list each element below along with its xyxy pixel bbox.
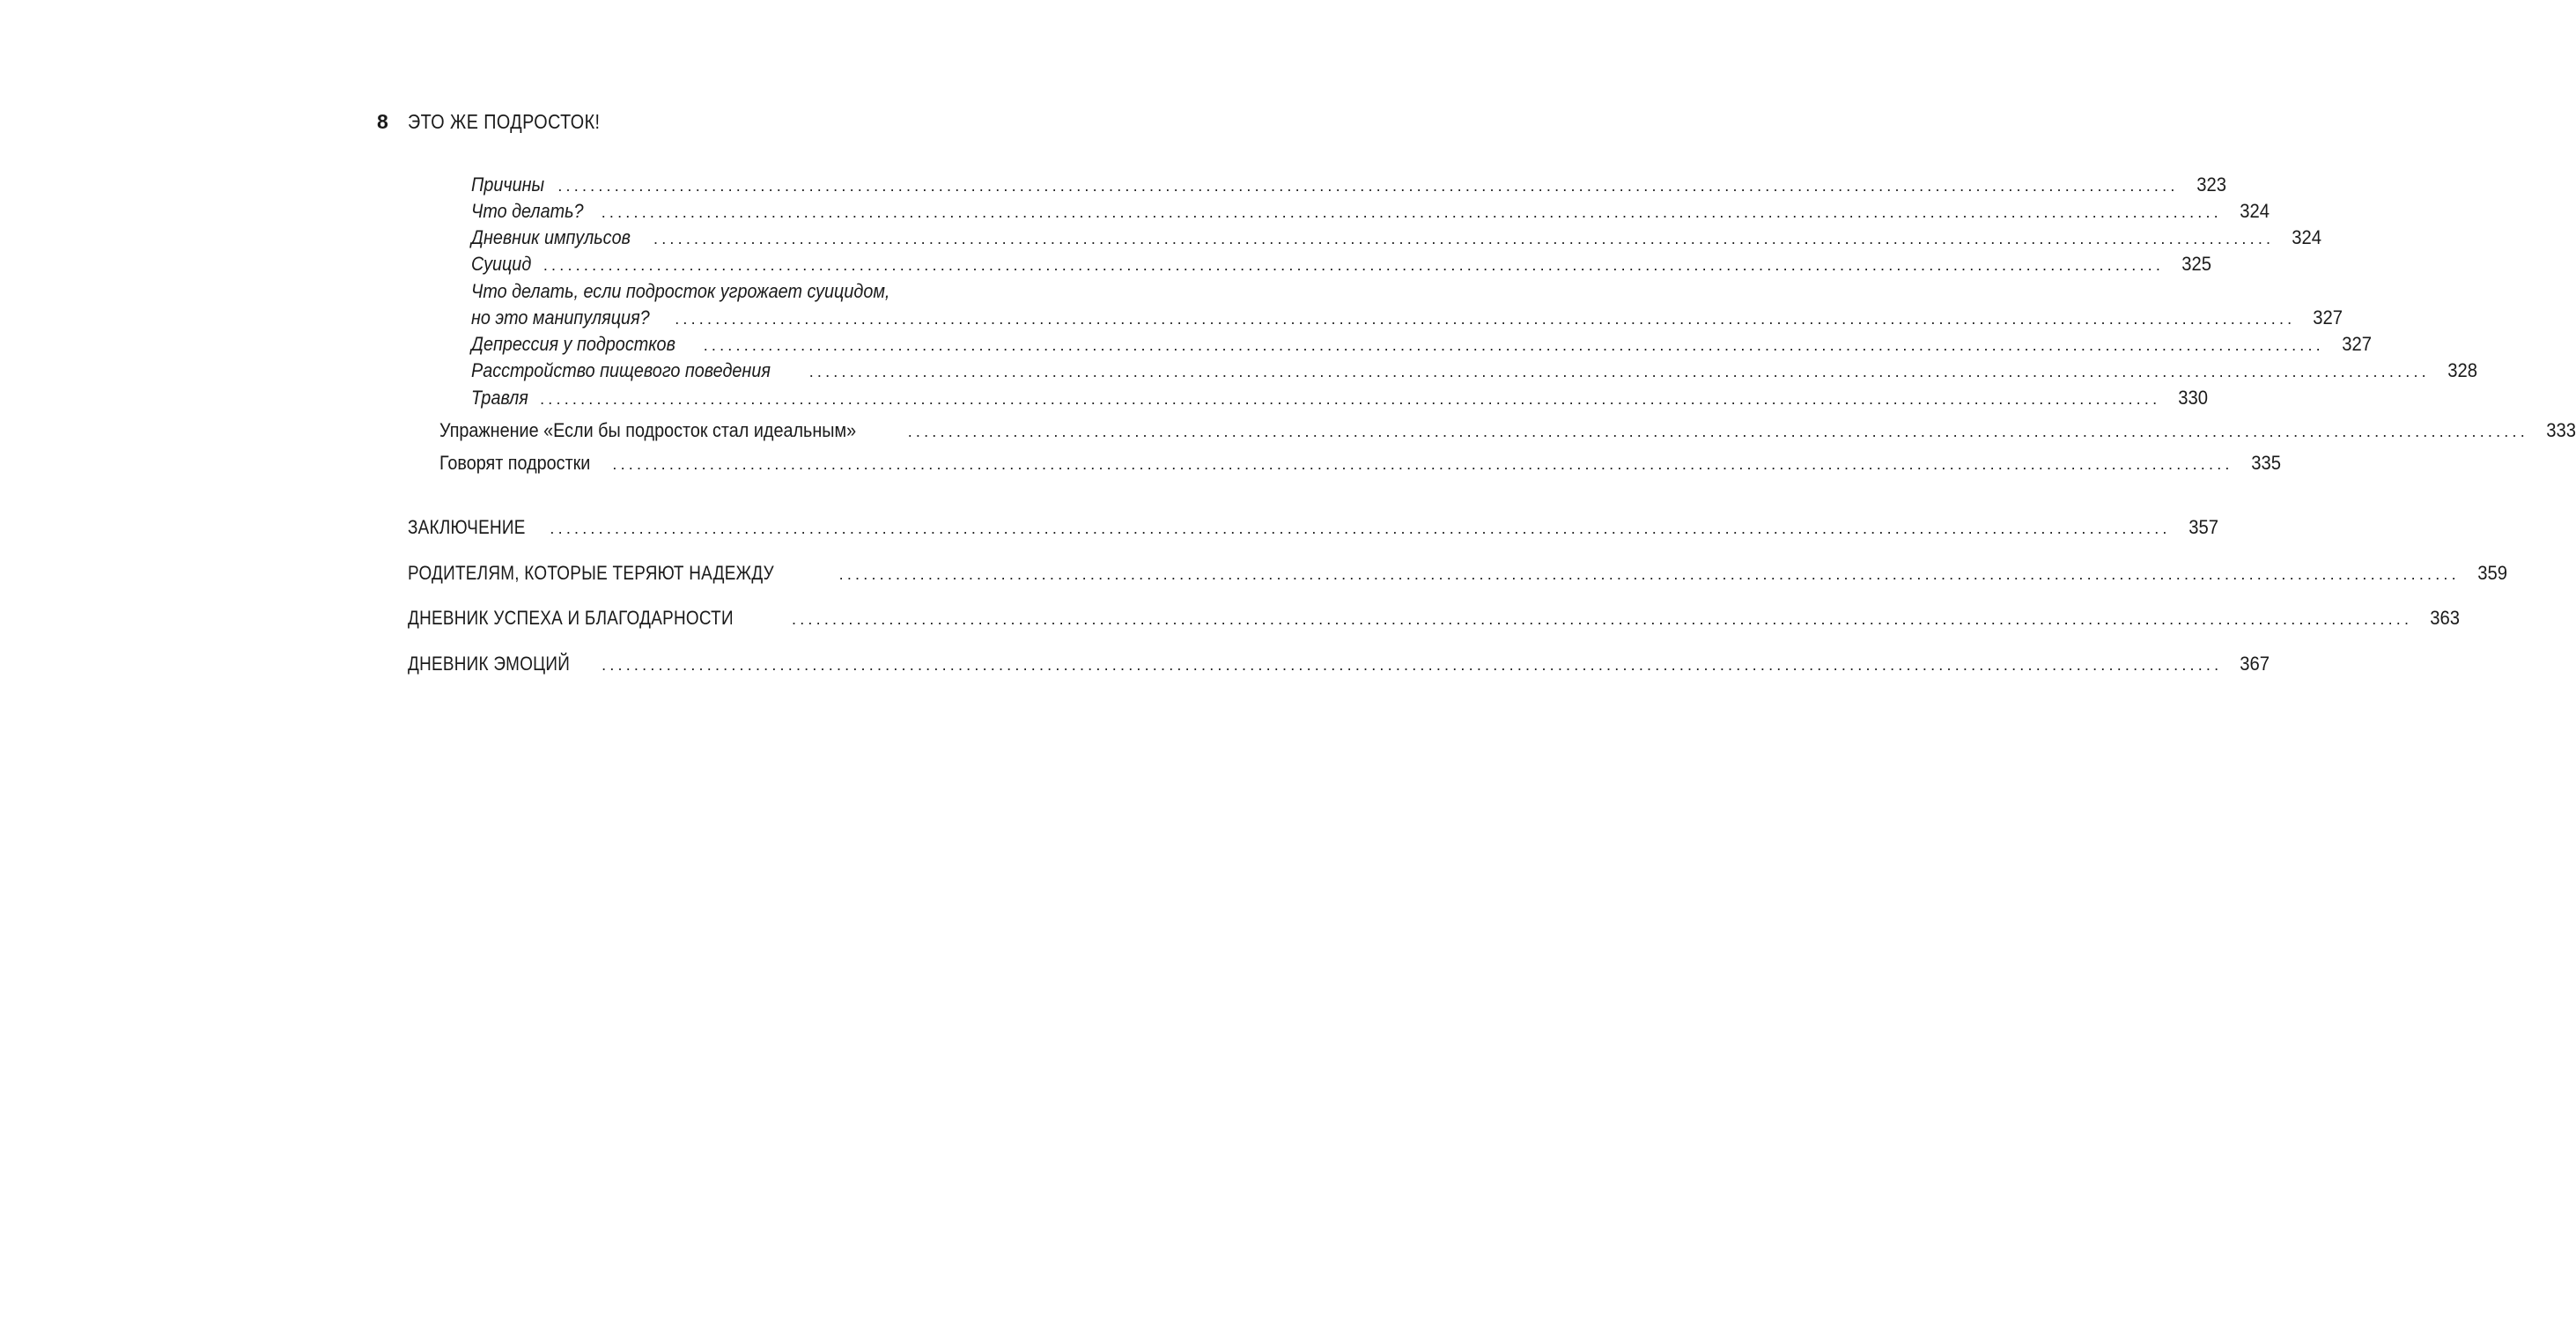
toc-entry-page: 327 — [2342, 333, 2372, 355]
toc-entry-page: 359 — [2477, 562, 2507, 584]
toc-leader-dots: ........................................................................................................................................................................................................ — [792, 610, 2413, 628]
toc-entry-title: Упражнение «Если бы подросток стал идеальным» — [439, 419, 857, 441]
toc-leader-dots: ........................................................................................................................................................................................................ — [602, 656, 2223, 674]
toc-leader-dots: ........................................................................................................................................................................................................ — [838, 565, 2460, 583]
toc-entry-title: но это манипуляция? — [471, 306, 650, 328]
toc-leader-dots: ........................................................................................................................................................................................................ — [808, 363, 2430, 380]
toc-entry-title: Что делать? — [471, 200, 584, 222]
toc-entry-page: 324 — [2292, 226, 2322, 248]
toc-entry-chapter[interactable] — [408, 651, 2270, 678]
toc-leader-dots: ........................................................................................................................................................................................................ — [543, 256, 2165, 274]
toc-entry-page: 324 — [2240, 200, 2270, 222]
toc-leader-dots: ........................................................................................................................................................................................................ — [550, 520, 2171, 537]
toc-entry-page: 325 — [2181, 253, 2212, 275]
toc-entry-page: 367 — [2240, 653, 2270, 675]
toc-entry-chapter[interactable] — [408, 605, 2461, 632]
toc-entry-title: Дневник импульсов — [471, 226, 631, 248]
toc-entry[interactable] — [471, 305, 2343, 332]
toc-leader-dots: ........................................................................................................................................................................................................ — [540, 390, 2161, 408]
toc-leader-dots: ........................................................................................................................................................................................................ — [907, 423, 2528, 440]
toc-entry-page: 328 — [2447, 359, 2477, 381]
toc-entry-page: 335 — [2250, 452, 2281, 474]
toc-leader-dots: ........................................................................................................................................................................................................ — [612, 455, 2233, 473]
toc-entry-title: ДНЕВНИК ЭМОЦИЙ — [408, 653, 571, 675]
toc-entry-title: Расстройство пищевого поведения — [471, 359, 771, 381]
toc-entry[interactable] — [439, 450, 2281, 477]
toc-entry-title: Травля — [471, 387, 528, 409]
toc-leader-dots: ........................................................................................................................................................................................................ — [601, 203, 2222, 221]
toc-entry-page: 333 — [2546, 419, 2576, 441]
toc-entry[interactable] — [471, 385, 2209, 412]
toc-leader-dots: ........................................................................................................................................................................................................ — [653, 230, 2275, 247]
toc-entry-title: Суицид — [471, 253, 532, 275]
running-header — [377, 107, 631, 136]
running-title: ЭТО ЖЕ ПОДРОСТОК! — [408, 110, 601, 133]
toc-entry-page: 330 — [2178, 387, 2209, 409]
toc-entry-page: 363 — [2430, 607, 2461, 629]
toc-entry-title: Депрессия у подростков — [471, 333, 675, 355]
toc-entry-title: Причины — [471, 173, 545, 196]
toc-leader-dots: ........................................................................................................................................................................................................ — [557, 177, 2179, 195]
toc-entry-title: ЗАКЛЮЧЕНИЕ — [408, 516, 526, 538]
toc-entry-page: 327 — [2313, 306, 2343, 328]
toc-leader-dots: ........................................................................................................................................................................................................ — [703, 336, 2324, 354]
toc-entry[interactable] — [471, 198, 2270, 225]
toc-entry[interactable] — [471, 358, 2477, 385]
toc-entry-title: ДНЕВНИК УСПЕХА И БЛАГОДАРНОСТИ — [408, 607, 734, 629]
toc-entry[interactable] — [439, 417, 2576, 445]
page-number: 8 — [377, 110, 388, 133]
toc-entry[interactable] — [471, 225, 2322, 252]
toc-entry[interactable] — [471, 172, 2226, 199]
toc-entry-chapter[interactable] — [408, 560, 2507, 587]
toc-entry-page: 357 — [2188, 516, 2218, 538]
toc-entry-chapter[interactable] — [408, 514, 2218, 542]
toc-entry-title: Говорят подростки — [439, 452, 591, 474]
toc-entry-first-line[interactable] — [471, 278, 975, 305]
toc-leader-dots: ........................................................................................................................................................................................................ — [675, 310, 2296, 328]
toc-entry[interactable] — [471, 331, 2372, 358]
toc-entry-page: 323 — [2196, 173, 2226, 196]
toc-entry[interactable] — [471, 251, 2212, 278]
toc-entry-title: Что делать, если подросток угрожает суицидом, — [471, 280, 890, 302]
toc-entry-title: РОДИТЕЛЯМ, КОТОРЫЕ ТЕРЯЮТ НАДЕЖДУ — [408, 562, 774, 584]
